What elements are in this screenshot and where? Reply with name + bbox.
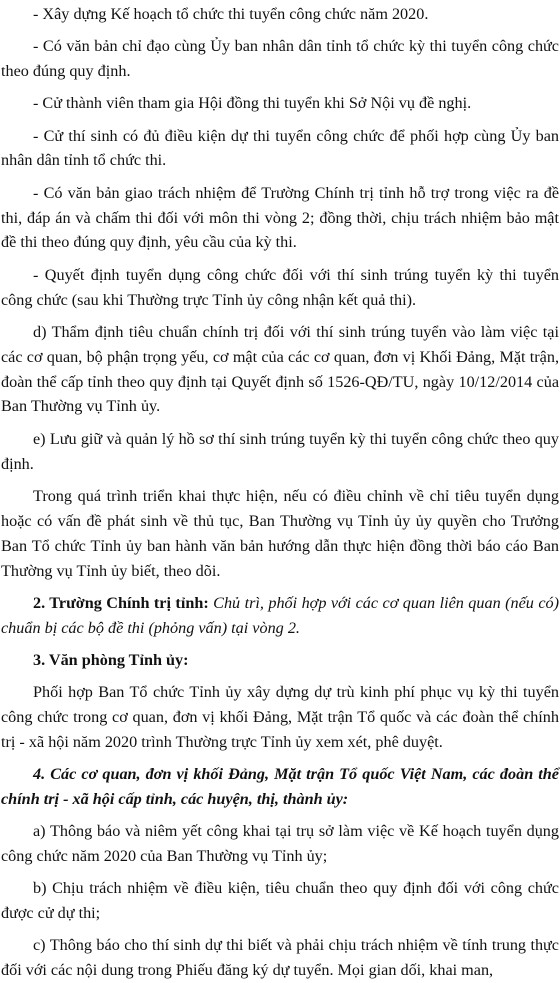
section-2-paragraph [1,591,559,641]
paragraph-implementation: Trong quá trình triển khai thực hiện, nếu có điều chỉnh về chỉ tiêu tuyển dụng hoặc có vấn đề phát sinh về thủ tục, Ban Thường vụ Tỉnh ủy ủy quyền cho Trưởng Ban Tổ chức Tỉnh ủy ban hành văn bản hướng dẫn thực hiện đồng thời báo cáo Ban Thường vụ Tỉnh ủy biết, theo dõi. [1,486,559,580]
section-4-item-b: b) Chịu trách nhiệm về điều kiện, tiêu chuẩn theo quy định đối với công chức được cử dự thi; [1,879,559,923]
paragraph-recruitment-decision: - Quyết định tuyển dụng công chức đối với thí sinh trúng tuyển kỳ thi tuyển công chức (sau khi Thường trực Tỉnh ủy công nhận kết quả thi). [1,265,559,309]
paragraph-candidates: - Cử thí sinh có đủ điều kiện dự thi tuyển công chức để phối hợp cùng Ủy ban nhân dân tỉnh tổ chức thi. [1,126,559,170]
section-4-item-a: a) Thông báo và niêm yết công khai tại trụ sở làm việc về Kế hoạch tuyển dụng công chức năm 2020 của Ban Thường vụ Tỉnh ủy; [1,822,559,866]
paragraph-directive: - Có văn bản chỉ đạo cùng Ủy ban nhân dân tỉnh tổ chức kỳ thi tuyển công chức theo đúng quy định. [1,37,559,81]
paragraph-item-d: d) Thẩm định tiêu chuẩn chính trị đối với thí sinh trúng tuyển vào làm việc tại các cơ quan, bộ phận trọng yếu, cơ mật của các cơ quan, đơn vị Khối Đảng, Mặt trận, đoàn thể cấp tỉnh theo quy định tại Quyết định số 1526-QĐ/TU, ngày 10/12/2014 của Ban Thường vụ Tỉnh ủy. [1,322,559,416]
section-4-item-c: c) Thông báo cho thí sinh dự thi biết và phải chịu trách nhiệm về tính trung thực đối với các nội dung trong Phiếu đăng ký dự tuyển. Mọi gian dối, khai man, [1,936,559,980]
section-2-label: 2. Trường Chính trị tỉnh: [33,593,209,612]
section-3-text: Phối hợp Ban Tổ chức Tỉnh ủy xây dựng dự trù kinh phí phục vụ kỳ thi tuyển công chức trong cơ quan, đơn vị khối Đảng, Mặt trận Tổ quốc và các đoàn thể chính trị - xã hội năm 2020 trình Thường trực Tỉnh ủy xem xét, phê duyệt. [1,683,559,751]
section-2-text: Chủ trì, phối hợp với các cơ quan liên quan (nếu có) chuẩn bị các bộ đề thi (phỏng vấn) tại vòng 2. [1,593,559,637]
paragraph-item-e: e) Lưu giữ và quản lý hồ sơ thí sinh trúng tuyển kỳ thi tuyển công chức theo quy định. [1,429,559,473]
paragraph-council-members: - Cử thành viên tham gia Hội đồng thi tuyển khi Sở Nội vụ đề nghị. [33,94,472,113]
paragraph-plan: - Xây dựng Kế hoạch tổ chức thi tuyển công chức năm 2020. [33,5,429,23]
section-3-heading: 3. Văn phòng Tỉnh ủy: [33,650,189,669]
paragraph-political-school: - Có văn bản giao trách nhiệm để Trường Chính trị tỉnh hỗ trợ trong việc ra đề thi, đáp án và chấm thi đối với môn thi vòng 2; đồng thời, chịu trách nhiệm bảo mật đề thi theo đúng quy định, yêu cầu của kỳ thi. [1,183,559,252]
section-4-heading: 4. Các cơ quan, đơn vị khối Đảng, Mặt trận Tổ quốc Việt Nam, các đoàn thể chính trị - xã hội cấp tỉnh, các huyện, thị, thành ủy: [1,765,559,808]
